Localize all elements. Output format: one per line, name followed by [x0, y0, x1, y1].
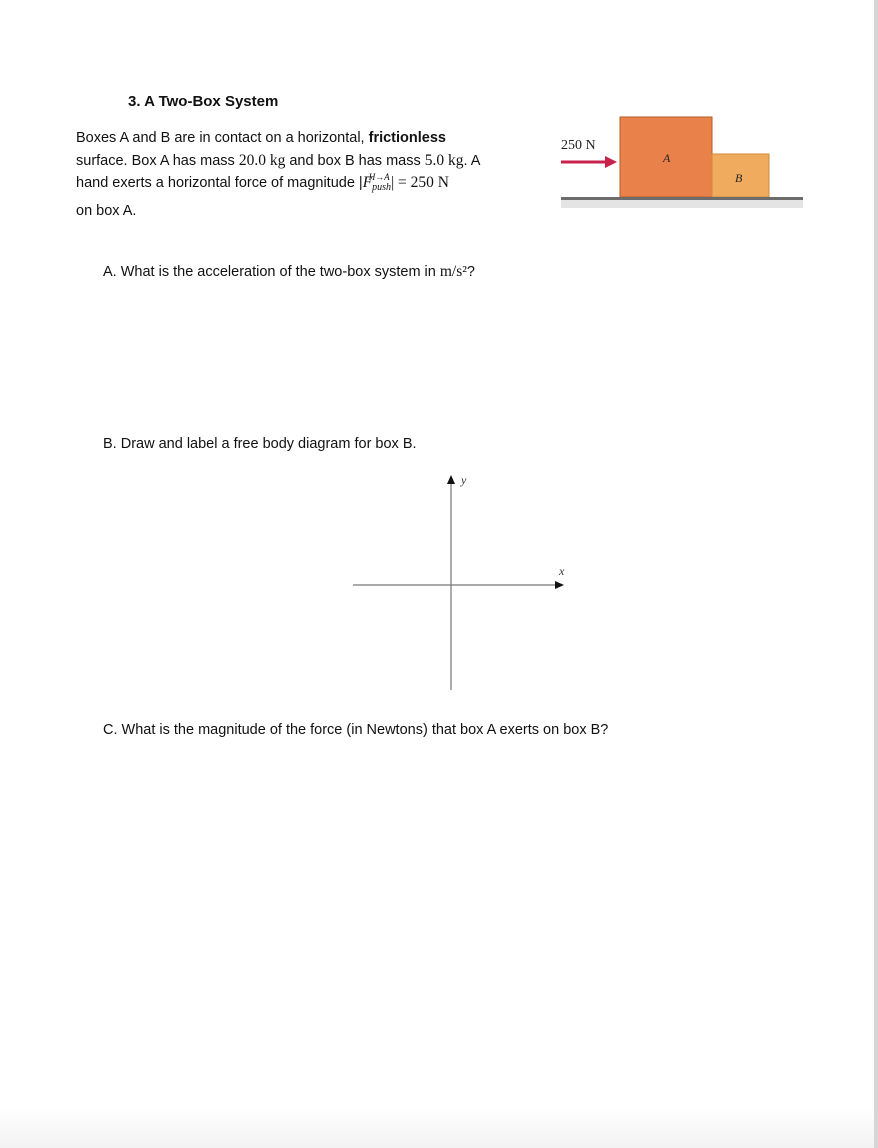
problem-title: 3. A Two-Box System — [128, 93, 279, 110]
box-a-label: A — [663, 151, 671, 165]
question-a-end: ? — [466, 264, 475, 280]
statement-line-1 — [76, 127, 480, 150]
statement-text: hand exerts a horizontal force of magnitude | — [76, 175, 363, 191]
box-b-label: B — [735, 171, 743, 185]
statement-text: surface. Box A has mass — [76, 152, 239, 169]
x-axis-arrowhead — [555, 581, 564, 589]
statement-line-4: on box A. — [76, 202, 137, 219]
free-body-axes — [345, 468, 575, 693]
frictionless-emphasis: frictionless — [368, 130, 446, 146]
force-vector-symbol — [363, 172, 391, 200]
mass-a-value: 20.0 kg — [238, 151, 286, 169]
question-a-text: A. What is the acceleration of the two-box system in — [103, 264, 440, 280]
question-b: B. Draw and label a free body diagram for box B. — [103, 436, 417, 452]
force-superscript: H→A — [368, 172, 390, 182]
y-axis-label: y — [461, 473, 467, 487]
statement-text: . A — [463, 152, 481, 169]
two-box-figure — [555, 112, 805, 216]
x-axis-label: x — [559, 564, 565, 578]
statement-text: Boxes A and B are in contact on a horizontal, — [76, 130, 369, 146]
force-label: 250 N — [561, 138, 596, 153]
problem-statement — [76, 127, 480, 222]
question-a-unit: m/s² — [439, 263, 467, 280]
force-subscript: push — [372, 182, 392, 193]
ground-surface — [561, 197, 803, 200]
question-c: C. What is the magnitude of the force (in Newtons) that box A exerts on box B? — [103, 722, 609, 738]
question-a — [103, 263, 475, 281]
mass-b-value: 5.0 kg — [424, 151, 464, 169]
ground-shadow — [561, 200, 803, 208]
force-magnitude: | = 250 N — [391, 174, 449, 191]
push-arrow-head — [605, 156, 617, 168]
statement-text: and box B has mass — [285, 152, 425, 169]
statement-line-3 — [76, 172, 480, 200]
force-symbol: F — [362, 174, 373, 191]
y-axis-arrowhead — [447, 475, 455, 484]
statement-line-2 — [76, 150, 480, 173]
page-right-edge — [874, 0, 878, 1148]
page-bottom-shade — [0, 1108, 874, 1148]
